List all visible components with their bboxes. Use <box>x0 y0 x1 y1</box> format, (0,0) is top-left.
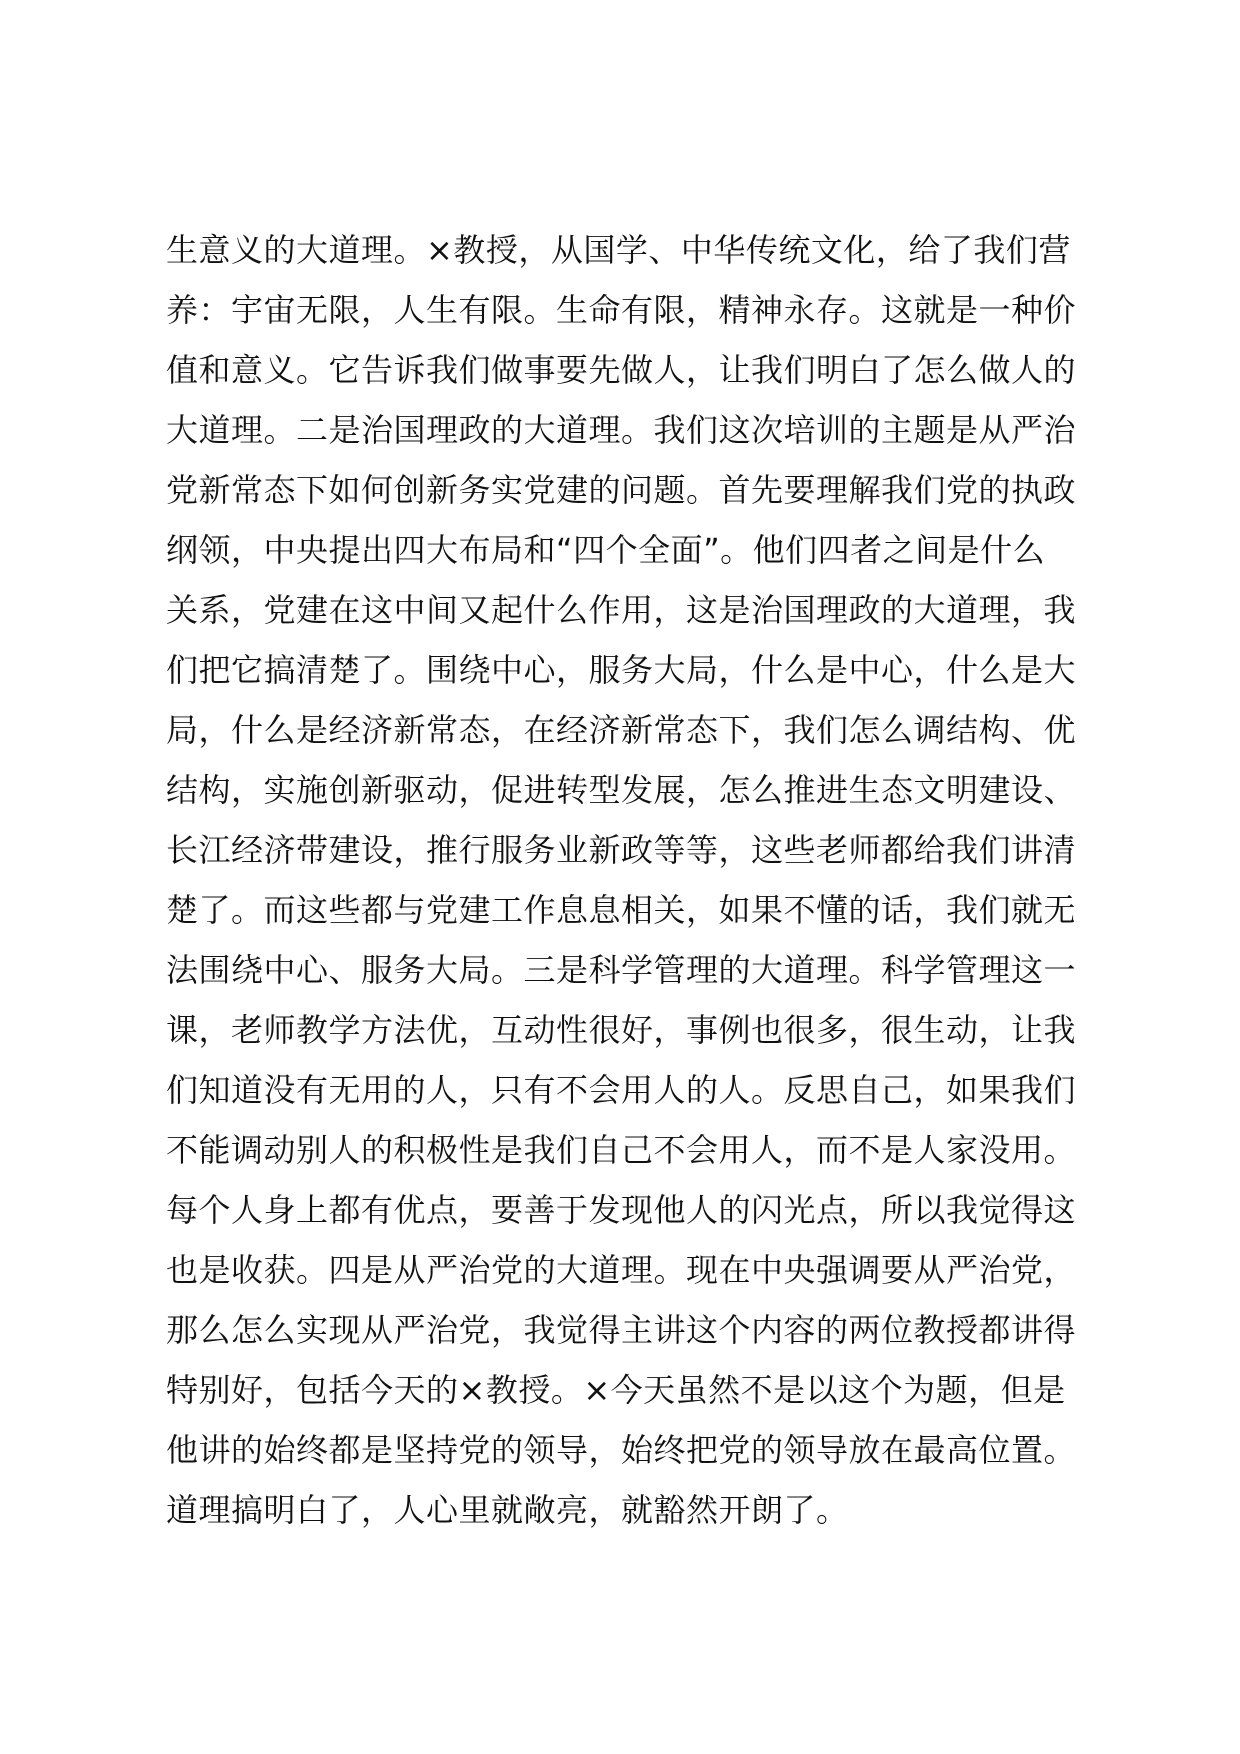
text-line: 关系，党建在这中间又起什么作用，这是治国理政的大道理，我 <box>166 591 1077 629</box>
text-line: 们知道没有无用的人，只有不会用人的人。反思自己，如果我们 <box>166 1071 1077 1109</box>
text-line: 结构，实施创新驱动，促进转型发展，怎么推进生态文明建设、 <box>166 771 1077 809</box>
text-line: 每个人身上都有优点，要善于发现他人的闪光点，所以我觉得这 <box>166 1191 1077 1229</box>
text-line: 局，什么是经济新常态，在经济新常态下，我们怎么调结构、优 <box>166 711 1077 749</box>
text-line: 他讲的始终都是坚持党的领导，始终把党的领导放在最高位置。 <box>166 1431 1077 1469</box>
text-line: 长江经济带建设，推行服务业新政等等，这些老师都给我们讲清 <box>166 831 1077 869</box>
text-line: 特别好，包括今天的×教授。×今天虽然不是以这个为题，但是 <box>166 1371 1066 1409</box>
text-line: 课，老师教学方法优，互动性很好，事例也很多，很生动，让我 <box>166 1011 1077 1049</box>
text-line: 值和意义。它告诉我们做事要先做人，让我们明白了怎么做人的 <box>166 351 1077 389</box>
text-line: 大道理。二是治国理政的大道理。我们这次培训的主题是从严治 <box>166 411 1077 449</box>
text-line: 养：宇宙无限，人生有限。生命有限，精神永存。这就是一种价 <box>166 291 1077 329</box>
text-line: 们把它搞清楚了。围绕中心，服务大局，什么是中心，什么是大 <box>166 651 1077 689</box>
text-line: 楚了。而这些都与党建工作息息相关，如果不懂的话，我们就无 <box>166 891 1077 929</box>
text-line: 道理搞明白了，人心里就敞亮，就豁然开朗了。 <box>166 1491 849 1529</box>
text-line: 生意义的大道理。×教授，从国学、中华传统文化，给了我们营 <box>166 231 1071 269</box>
text-line: 纲领，中央提出四大布局和“四个全面”。他们四者之间是什么 <box>166 531 1046 569</box>
text-line: 不能调动别人的积极性是我们自己不会用人，而不是人家没用。 <box>166 1131 1077 1169</box>
text-line: 法围绕中心、服务大局。三是科学管理的大道理。科学管理这一 <box>166 951 1077 989</box>
body-text <box>166 220 1086 1540</box>
text-line: 也是收获。四是从严治党的大道理。现在中央强调要从严治党， <box>166 1251 1077 1289</box>
text-line: 那么怎么实现从严治党，我觉得主讲这个内容的两位教授都讲得 <box>166 1311 1077 1349</box>
text-line: 党新常态下如何创新务实党建的问题。首先要理解我们党的执政 <box>166 471 1077 509</box>
